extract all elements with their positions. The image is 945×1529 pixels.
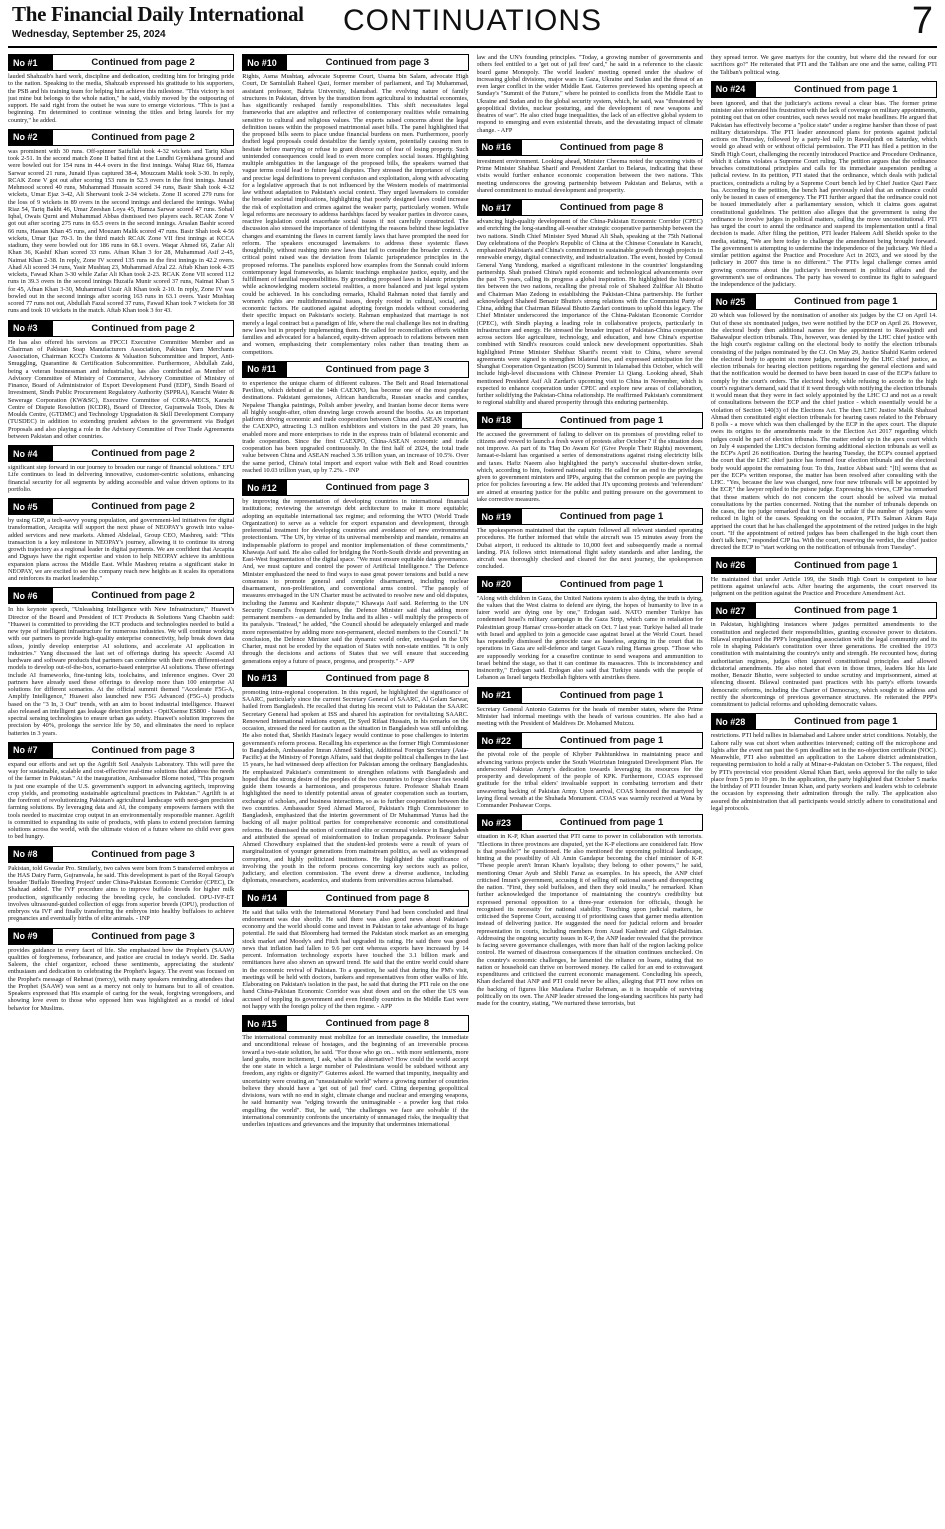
story-number: No #27	[712, 603, 756, 618]
story-header	[8, 742, 234, 759]
continuation-story	[8, 129, 234, 315]
continued-from-label: Continued from page 2	[91, 57, 195, 68]
continuation-story	[477, 814, 703, 1007]
continuation-story	[711, 602, 937, 708]
continuation-story	[477, 412, 703, 504]
story-header	[8, 928, 234, 945]
story-header	[8, 129, 234, 146]
continued-from-label: Continued from page 1	[794, 83, 898, 95]
continuation-story	[477, 687, 703, 728]
column-1	[8, 54, 234, 1528]
story-header	[711, 293, 937, 310]
continued-from-label: Continued from page 3	[325, 482, 430, 493]
story-number: No #16	[478, 140, 522, 155]
story-text: restrictions. PTI held rallies in Islamabad and Lahore under strict conditions. Notably, the Lahore rally was cut short when authorities intervened; cutting off the microphone and lights after the event ran past the 6 pm deadline set in the no-objection certificate (NOC). Meanwhile, PTI also submitted an application to the Lahore district administration, requesting permission to hold a rally at Minar-e-Pakistan on October 5. The request, filed by PTI's provincial vice president Akmal Khan Bari, seeks approval for the rally to take place from 5 pm to 10 pm. In the application, the party highlighted that October 5 marks the birthday of PTI founder Imran Khan, and party workers and leaders wish to celebrate the occasion by expressing their admiration through the rally. The application also assured the administration that all participants would strictly adhere to constitutional and legal protocols.	[710, 732, 937, 812]
story-number: No #23	[478, 815, 522, 830]
story-number: No #5	[9, 499, 53, 514]
story-number: No #1	[9, 55, 53, 70]
continued-from-label: Continued from page 8	[325, 672, 430, 684]
story-header	[711, 602, 937, 619]
continued-from-label: Continued from page 2	[91, 322, 195, 334]
column-4	[711, 54, 937, 1528]
story-header	[242, 890, 468, 907]
continuation-story	[477, 508, 703, 571]
continued-from-label: Continued from page 8	[559, 141, 664, 153]
story-number: No #28	[712, 714, 756, 729]
continuation-story	[711, 54, 937, 76]
masthead	[8, 0, 937, 48]
story-number: No #18	[478, 413, 522, 428]
story-text: investment environment. Looking ahead, Minister Cheema noted the upcoming visits of Prime Minister Shahbaz Sharif and President Zardari to Belarus, indicating that these visits would further enhance economic cooperation between the two nations. This meeting underscores the growing partnership between Pakistan and Belarus, with a shared commitment to mutual development and prosperity.	[476, 157, 703, 194]
continuation-story	[711, 557, 937, 598]
story-number: No #2	[9, 130, 53, 145]
page-number: 7	[911, 0, 933, 42]
story-number: No #3	[9, 321, 53, 336]
story-number: No #24	[712, 82, 756, 97]
story-text: to experience the unique charm of different cultures. The Belt and Road International Pavilion, which debuted at the 14th CAEXPO, has become one of the most popular destinations. Pakistani gemstones, African handicrafts, Russian snacks and candies, Nepalese Thangka paintings, Polish amber jewelry, and Iranian home decor items were all highly sought-after, often drawing large crowds around the booths. As an important platform driving economic and trade cooperation between China and ASEAN countries, the CAEXPO, attracting 1.3 million exhibitors and visitors in the past 20 years, has enabled more and more enterprises to ride in the express train of bilateral economic and trade cooperation. Since the first CAEXPO, China-ASEAN economic and trade cooperation has been upgraded continuously. In the first half of 2024, the total trade value between China and ASEAN reached 3.36 trillion yuan, an increase of 10.5%. Over the same period, China's total import and export value with Belt and Road countries reached 10.03 trillion yuan, up by 7.2%. - INP	[242, 379, 469, 474]
story-number: No #11	[243, 362, 287, 377]
continued-from-label: Continued from page 3	[91, 930, 195, 942]
continued-from-label: Continued from page 2	[91, 590, 195, 602]
story-text: He said that talks with the International Monetary Fund had been concluded and final endorsement was due shortly. He said there was also good news about Pakistan's economy and the world should come and invest in Pakistan to take advantage of its huge potential. He said that Bloomberg had termed the Pakistan stock market as an emerging stock market and Moody's and Fitch had upgraded its rating. He said there was good news that inflation had fallen to 9.6 per cent whereas exports have increased by 14 percent. Information technology exports have touched the 3.1 billion mark and remittances have also shown an upward trend. He said that the entire world could share in the economic revival of Pakistan. To a question, he said that during the PM's visit, meetings will be held with doctors, bankers and representatives from other walks of life. Elaborating on Pakistan's isolation in the past, he said that during the PTI rule on the one hand China-Pakistan Economic Corridor was shut down and on the other the US was accused of toppling its government and even friendly countries in the Middle East were not happy with the foreign policy of the then regime. - APP	[242, 908, 469, 1010]
story-number: No #22	[478, 733, 522, 748]
story-text: provides guidance in every facet of life. She emphasized how the Prophet's (SAAW) qualities of forgiveness, forbearance, and justice are crucial in today's world. Dr. Sadia Saleem, the chief organizer, echoed these sentiments, appreciating the students' enthusiasm and dedication to celebrating the Prophet's legacy. The event was focused on the Prophet's message of Rehmat (mercy), with many speakers reminding attendees that the Prophet (SAAW) was sent as a mercy not only to humans but to all of creation. Speakers expressed that His example of caring for the weak, forgiving wrongdoers, and showing love even to those who opposed him was highlighted as a model of ideal behavior for Muslims.	[8, 946, 235, 1012]
continued-from-label: Continued from page 3	[325, 363, 430, 375]
story-text: been ignored, and that the judiciary's actions reveal a clear bias. The former prime minister also reiterated his frustration with the lack of coverage on military appointments, pointing out that on other countries, such news would not make headlines. He argued that Pakistan has effectively become a "police state" under a regime harsher than those of past military dictatorships. The PTI leader announced plans for protests against judicial actions on Thursday, followed by a party-led rally in Rawalpindi on Saturday, which would go ahead with or without official permission. The PTI has filed a petition in the Sindh High Court, challenging the recently introduced Practice and Procedure Ordinance, which it claims violates a Supreme Court ruling. The petition argues that the ordinance breaches constitutional principles and calls for its immediate suspension pending a judicial review. In its petition, PTI stated that the ordinance, which deals with judicial practices, contradicts a ruling by a Supreme Court bench led by Chief Justice Qazi Faez Isa. According to the petition, the bench had previously ruled that an ordinance could only be issued in cases of emergency. The PTI further argued that the ordinance could not be issued immediately after a parliamentary session, which it claims goes against constitutional guidelines. The petition also alleges that the government is using the ordinance to involve judges in political matters, calling the move unconstitutional. PTI has urged the court to annul the ordinance and suspend its implementation until a final decision is made. After filing the petition, PTI leader Haleem Adil Sheikh spoke to the media, stating, "We are here today to challenge the amendment being brought forward. The government is attempting to undermine the independence of the judiciary. We filed a similar petition against the Practice and Procedure Act in 2023, and we stood by the judiciary in 2007 this time is no different." The PTI's legal challenge comes amid growing concerns about the judiciary's involvement in political affairs and the government's use of ordinances. The party has vowed to continue its fight to safeguard the independence of the judiciary.	[710, 99, 937, 288]
continuation-story	[8, 587, 234, 737]
story-header	[8, 498, 234, 515]
article-columns	[0, 48, 945, 1528]
story-header	[8, 846, 234, 863]
story-number: No #4	[9, 446, 53, 461]
story-text: Pakistan, told Gwadar Pro. Similarly, two calves were born from 5 transferred embryos at the HAS Dairy Farm, Gujranwala, he said. This development is part of the Royal Group's broader 'Buffalo Breeding Project' under China-Pakistan Economic Corridor (CPEC), Dr Shahzad added. The IVF procedure aims to improve buffalo breeds for higher milk production, significantly reducing the breeding cycle, he concluded. OPU-IVF-ET involves ultrasound-guided collection of eggs from superior breeds (OPU), production of embryos via IVF and finally transferring the embryos into healthy buffaloes to achieve pregnancies and eventually births of elite animals. - INP	[8, 864, 235, 923]
story-text: the pivotal role of the people of Khyber Pakhtunkhwa in maintaining peace and advancing various projects under the South Waziristan Integrated Development Plan. He underscored Pakistan Army's dedication towards leveraging its resources for the prosperity and development of the people of KPK. Furthermore, COAS expressed gratitude for the tribal elders' invaluable support in combating terrorism and their unwavering backing of Pakistan Army. Upon arrival, COAS honoured the martyred by laying floral wreath at the Shuhada Monument. COAS was warmly received at Wana by Commander Peshawar Corps.	[476, 751, 703, 809]
story-text: they spread terror. We gave martyrs for the country, but where did the reward for our sacrifices go?" He reiterated that PTI and the Taliban are one and the same, calling PTI the Taliban's political wing.	[710, 54, 937, 76]
story-text: expand our efforts and set up the Agrilift Soil Analysis Laboratory. This will pave the way for sustainable, scalable and cost-effective real-time solutions that address the needs of the farmer in Pakistan." At the inauguration, Ambassador Blome noted, "This program is just one example of the U.S. government's support in advancing agritech, improving crop yields, and promoting sustainable agricultural practices in Pakistan." Agrilift is at the forefront of revolutionizing Pakistan's agricultural landscape with next-gen precision farming solutions. By leveraging data and AI, the company empowers farmers with the tools needed to maximize crop output in an environmentally responsible manner. Agrilift is committed to expanding its suite of products, with plans to extend precision farming solutions across the world, with the ultimate vision of a future where no child ever goes to bed hungry.	[8, 760, 235, 841]
continued-from-label: Continued from page 1	[794, 605, 898, 617]
column-2	[242, 54, 468, 1528]
continuation-story	[242, 670, 468, 885]
story-text: lauded Shahzaib's hard work, discipline and dedication, crediting him for bringing pride to the nation. Speaking to the media, Shahzaib expressed his gratitude to his supporters, the PSB and his training team for helping him achieve this milestone. "This victory is not just mine but belongs to the whole nation," he said, visibly moved by the outpouring of support. He said right from the outset he was sure to emerge victorious. "This is just a beginning. I'm determined to continue winning the titles and bring laurels for my country," he added.	[8, 73, 235, 124]
story-header	[477, 139, 703, 156]
story-header	[8, 587, 234, 604]
story-header	[477, 576, 703, 593]
story-text: significant step forward in our journey to broaden our range of financial solutions." EFU Life continues to lead in delivering innovative, customer-centric solutions, enhancing financial security for all segments by adding accessible and value driven options to its portfolio.	[8, 464, 235, 493]
story-header	[242, 479, 468, 496]
continuation-story	[8, 445, 234, 493]
story-text: by using GDP, a tech-savvy young population, and government-led initiatives for digital transformation, Arcapita will support the next phase of NEOPAY's growth into value-added services and new markets. Ahmed Abdelaal, Group CEO, Mashreq, said: "This transaction is a key milestone in NEOPAY's journey, allowing it to continue its strong growth trajectory as a regional leader in digital payments. We are confident that Arcapita and Dgpays have the right expertise and vision to help NEOPAY achieve its ambitious expansion plans across the Middle East. While Mashreq retains a significant stake in NEOPAY, we are excited to see the company reach new heights as it scales its operations and reinforces its market leadership."	[8, 517, 235, 582]
continued-from-label: Continued from page 8	[325, 1018, 430, 1029]
story-header	[242, 361, 468, 378]
column-3	[477, 54, 703, 1528]
story-header	[711, 713, 937, 730]
story-number: No #20	[478, 577, 522, 592]
story-text: in Pakistan, highlighting instances where judges permitted amendments to the constitution and neglected their responsibilities, granting excessive power to dictators. Bilawal emphasized the PPP's longstanding association with the legal community and its role in shaping Pakistan's constitution over three generations. He credited the 1973 constitution with maintaining the country's unity and strength. He recounted how, during authoritarian regimes, judges often ignored constitutional principles and allowed dictatorial amendments. He also noted that even in those times, leaders like his late mother, Benazir Bhutto, were subjected to undue scrutiny and imprisonment, aimed at silencing dissent. Bilawal contrasted past practices with his party's efforts towards democratic reforms, including the Charter of Democracy, which sought to address and rectify the shortcomings of previous governance structures. He reiterated the PPP's commitment to judicial reforms and upholding democratic values.	[710, 621, 937, 708]
continuation-story	[8, 54, 234, 124]
continuation-story	[8, 320, 234, 441]
continuation-story	[477, 54, 703, 134]
continuation-story	[242, 361, 468, 474]
story-header	[242, 54, 468, 71]
continuation-story	[477, 139, 703, 194]
story-text: He accused the government of failing to deliver on its promises of providing relief to citizens and vowed to launch a fresh wave of protests after October 7 if the situation does not improve. As part of its 'Haq Do Awam Ko' (Give People Their Rights) movement, Jamaat-e-Islami has organised a series of demonstrations against rising electricity bills and taxes. Hafiz Naeem also highlighted the party's successful shutter-down strike, which, according to him, fostered national unity. He called for an end to the privileges given to government ministers and IPPs, arguing that the common people are paying the price for policies favouring a few. He added that JI's upcoming protests and 'referendum' are aimed at ensuring justice for the public and putting pressure on the government to take corrective measures.	[476, 430, 703, 503]
story-text: law and the UN's founding principles. "Today, a growing number of governments and others feel entitled to a 'get out of jail free' card," he said in a reference to the classic board game Monopoly. The world leaders' meeting opened under the shadow of increasing global divisions, major wars in Gaza, Ukraine and Sudan and the threat of an even larger conflict in the wider Middle East. Guterres previewed his opening speech at Sunday's "Summit of the Future," where he pointed to conflicts from the Middle East to Ukraine and Sudan and to the global security system, which, he said, was "threatened by geopolitical divides, nuclear posturing, and the development of new weapons and theatres of war". He also cited huge inequalities, the lack of an effective global system to respond to emerging and even existential threats, and the devastating impact of climate change. - AFP	[476, 54, 703, 134]
continuation-story	[242, 1015, 468, 1128]
continuation-story	[242, 890, 468, 1011]
story-header	[477, 732, 703, 749]
continued-from-label: Continued from page 1	[559, 414, 664, 426]
story-header	[242, 670, 468, 687]
story-header	[477, 199, 703, 216]
continued-from-label: Continued from page 1	[559, 578, 664, 590]
continued-from-label: Continued from page 1	[559, 689, 664, 701]
story-header	[711, 81, 937, 98]
story-number: No #8	[9, 847, 53, 862]
story-number: No #7	[9, 743, 53, 758]
continued-from-label: Continued from page 1	[559, 511, 664, 522]
story-number: No #26	[712, 558, 756, 573]
story-header	[8, 320, 234, 337]
story-text: "Along with children in Gaza, the United Nations system is also dying, the truth is dying, the values that the West claims to defend are dying, the hopes of humanity to live in a fairer world are dying one by one," Erdogan said. NATO member Turkiye has condemned Israel's military campaign in the Gaza Strip, which came in retaliation for Palestinian group Hamas' cross-border attack on Oct. 7 last year. Turkiye halted all trade with Israel and applied to join a genocide case against Israel at the World Court. Israel has repeatedly dismissed the genocide case as baseless, arguing in the court that its operations in Gaza are self-defence and target Gaza's ruling Hamas group. "Those who are supposedly working for a ceasefire continue to send weapons and ammunition to Israel behind the stage, so that it can continue its massacres. This is inconsistency and insincerity," Erdogan said. Erdogan also said that Turkiye stands with the people of Lebanon as Israel targets Hezbollah fighters with airstrikes there.	[476, 594, 703, 682]
continued-from-label: Continued from page 1	[794, 296, 898, 308]
continuation-story	[711, 713, 937, 812]
continuation-story	[711, 293, 937, 551]
story-header	[477, 412, 703, 429]
story-number: No #14	[243, 891, 287, 906]
story-text: was prominent with 30 runs. Off-spinner Saifullah took 4-32 wickets and Tariq Khan took 2-51. In the second match Zone II batted first at the Lundhi Gymkhana ground and were bowled out for 154 runs in 44.4 overs in the first innings. Wahaj Riaz 66, Hamza Sarwar scored 21 runs, Junaid Ilyas captured 38-4, Mouzzam Malik took 3-30. In reply, RCAK Zone V got out after scoring 153 runs in 52.3 overs in the first innings. Junaid Mehmood scored 40 runs, Muhammad Hussain scored 34 runs, Basir Shah took 4-32 wickets, Umar Ejaz 3-42, Ali Sherwani took 2-34 wickets. Zone II scored 279 runs for the loss of 9 wickets in 89 overs in the second innings and declared the innings. Wahaj Riaz 54, Tariq Bakht 46, Umar Zeeshan Loya 45, Hamza Sarwar scored 47 runs. Sohail Iqbal, Owais Qurni and Muhammad Abbas dismissed two players each. RCAK Zone V got out after scoring 275 runs in 65.5 overs in the second innings. Arsalan Bashir scored 66 runs, Hassan Khan 45 runs, and Mouzam Malik scored 47 runs. Basir Shah took 4-56 wickets, Umar Ijaz 70-3. In the third match RCAK Zone VII first innings at KCCA stadium, they were bowled out for 186 runs in 68.1 overs. Waqar Ahmed 66, Zafar Ali Khan 36, Kashif Khan scored 33 runs. Afnan Khan 3 for 28, Muhammad Asif 2-45, Naimat Khan 2-38. In reply, Zone IV scored 135 runs in the first innings in 42.2 overs. Ahad Ali scored 34 runs, Yasir Mushtaq 23, Muhammad Afzal 22. Aftab Khan took 4-35 wickets, Fawad Khan 3-30 while Zafar Ali Khan took 2-23. RCAK Zone VII scored 112 runs in 39.3 overs in the second innings Huzaifa Munir scored 37 runs, Naimat Khan 5 for 45, Afnan Khan 3-30, Muhammad Uzair Ali Khan took 2-10. In reply, Zone IV was bowled out in the second innings after scoring 163 runs in 63.1 overs. Yasir Mushtaq scored 77 runs not out, Abdullah Fazal scored 37 runs, Fawad Khan took 7 wickets for 38 runs and took 10 wickets in the match. Aftab Khan took 3 for 43.	[8, 147, 235, 315]
continued-from-label: Continued from page 1	[794, 559, 898, 571]
story-text: Secretary General Antonio Guterres for the heads of member states, where the Prime Minister had informal meetings with the heads of various countries. He also had a meeting with the President of Maldives Dr. Mohamed Muizzu.	[476, 705, 703, 727]
story-header	[477, 508, 703, 525]
continuation-story	[8, 498, 234, 582]
continuation-story	[242, 479, 468, 665]
paper-name: The Financial Daily International	[12, 2, 304, 26]
continued-from-label: Continued from page 2	[91, 448, 195, 459]
story-text: Rights, Asma Mushtaq, advocate Supreme Court, Usama bin Salam, advocate High Court, Dr Samiullah Raheel Qazi, former member of parliament, and Taj Muhammad, assistant professor, Bahria University, Islamabad. The evolving nature of family structures in Pakistan, driven by the transition from agricultural to industrial economies, has significantly reshaped family responsibilities. This shift necessitates legal frameworks that are adaptive and reflective of contemporary realities while remaining sensitive to cultural and religious values. The experts raised concerns about the legal definition issues within the proposed matrimonial asset bills. The panel highlighted that the proposed bills seem to place undue financial burdens on men. Furthermore, poorly drafted legal proposals could destabilize the family system, potentially causing men to hesitate before marrying or refuse to grant divorce out of fear of losing property. Such unintended consequences could lead to even more complex social issues. Highlighting multiple ambiguities in the language of the proposed bills, the speakers warned that vague terms could lead to future legal disputes. They stressed the importance of clarity and precise legal definitions to prevent confusion and exploitation, along with advocating for a legislative approach that is not influenced by the Western models of matrimonial law without adaptation to Pakistan's social context. They urged lawmakers to consider the broader societal implications, highlighting that poorly designed laws could increase the risk of exploitation and crimes against the weaker party, particularly women. While legal reforms are necessary to address hardships faced by weaker parties in divorce cases, reactive legislation could exacerbate social issues if not carefully constructed. The discussion also stressed the importance of identifying the reasons behind these legislative changes and examining the flaws in current family laws that have prompted the need for reform. The speakers encouraged lawmakers to address these systemic flaws thoughtfully, without rushing into new laws that fail to consider the broader context. A critical point raised was the deviation from Islamic jurisprudence principles in the proposed reforms. The panelists explored how examples from the Sunnah could inform contemporary legal frameworks, as Islamic teachings emphasize justice, equity, and the fulfillment of familial responsibilities. By grounding proposed laws in Islamic principles while acknowledging modern societal realities, a more balanced and just legal system could be achieved. In his concluding remarks, Khalid Rahman noted that family and women's rights are multidimensional issues, deeply rooted in cultural, social, and economic factors. He cautioned against adopting foreign models without considering their specific impact on Pakistan's society. Rahman emphasized that marriage is not merely a legal contract but a paradigm of life, where the real challenge lies not in drafting new laws but in properly implementing them. He called for reconciliation efforts within families and advocated for a balanced, equity-driven approach to relations between men and women, emphasizing their complementary roles rather than treating them as competitors.	[242, 73, 469, 356]
story-text: The spokesperson maintained that the captain followed all relevant standard operating procedures. He further informed that while the aircraft was 15 minutes away from the Dubai airport, it reduced its altitude to 10,000 feet and subsequently made a normal landing. PIA follows strict international flight safety standards and after landing, the aircraft was thoroughly checked and cleared for the next journey, the spokesperson concluded.	[476, 527, 703, 571]
publication-date: Wednesday, September 25, 2024	[12, 29, 166, 40]
continued-from-label: Continued from page 8	[325, 892, 430, 904]
continuation-story	[8, 846, 234, 923]
continued-from-label: Continued from page 1	[794, 716, 898, 728]
story-text: He has also offered his services as FPCCI Executive Committee Member and as Chairman of Pakistan Soap Manufacturers Association, Pakistan Yarn Merchants Association, Chairman KCCI's Customs & Valuation Subcommittee and Import, Anti-Smuggling, Quarantine & Certification Subcommittee. Furthermore, Abdullah Zaki, being a veteran businessman and industrialist, has also contributed as Member of Advisory Committee of Ministry of Commerce, Advisory Committee of Ministry of Finance, Board of Administrator of Export Development Fund (EDF), Sindh Board of Investment, Sindh Public Procurement Regulatory Authority (SPPRA), Karachi Water & Sewerage Corporation (KW&SC), Executive Committee of CORA-MECS, Karachi Centre of Dispute Resolution (KCDR), Board of Director, Gujranwala Tools, Dies & Moulds Centre, (GTDMC) and Technology Upgradation & Skill Development Company (TUSDEC) in addition to extending prudent advises to the government via Budget Proposals and also playing a role in the Advisory Committee of Free Trade Agreements between Pakistan and other countries.	[8, 338, 235, 440]
continuation-story	[711, 81, 937, 289]
continuation-story	[477, 576, 703, 682]
continued-from-label: Continued from page 2	[91, 131, 195, 143]
continuation-story	[242, 54, 468, 356]
continued-from-label: Continued from page 1	[559, 817, 664, 829]
story-header	[242, 1015, 468, 1032]
continued-from-label: Continued from page 3	[325, 57, 430, 68]
continued-from-label: Continued from page 3	[91, 744, 195, 756]
story-number: No #9	[9, 929, 53, 944]
story-text: promoting intra-regional cooperation. In this regard, he highlighted the significance of SAARC, particularly since the current Secretary General of SAARC, Al Golam Sarwar, hailed from Bangladesh. He recalled that during his recent visit to Pakistan the SAARC Secretary General had spoken at ISS and shared his aspiration for revitalizing SAARC. Renowned International relations expert, Dr Syed Rifaat Hussain, in his remarks on the occasion, stressed the need for caution as the situation in Bangladesh was still unfolding. He also noted that, Sheikh Hasina's legacy would continue to pose challenges to interim government's reform process. Recalling his experience as the former High Commissioner to Bangladesh, Ambassador Imran Ahmed Siddiqi, Additional Foreign Secretary (Asia-Pacific) at the Ministry of Foreign Affairs, said that despite political challenges in the last 15 years, he had witnessed deep affection for Pakistan among the ordinary Bangladeshis. He emphasized Pakistan's commitment to strengthen relations with Bangladesh and hoped that the strong desire of the peoples of the two countries to forge closer ties would guide them towards a harmonious, and prosperous future. Professor Shahab Enam highlighted the need to identify potential areas of greater cooperation such as tourism, exchange of scholars, and business interactions, so as to further cooperation between the two countries. Ambassador Syed Ahmad Maroof, Pakistan's High Commissioner to Bangladesh, emphasized that the interim government of Dr Muhammad Yunus had the backing of all major political parties for comprehensive economic and constitutional reforms. He dismissed the notion of continued elite or communal violence in Bangladesh and attributed the spread of misinformation to Indian propaganda. Professor Sabur Ahmed Chowdhury explained that the student-led protests were a result of years of marginalization of younger generations from mainstream politics, as well as widespread corruption, and highly politicized institutions. He highlighted the significance of involving the youth in the reform process concerning key sectors such as police, judiciary, and election commission. The event drew a diverse audience, including diplomats, researchers, academics, and students from universities across Islamabad.	[242, 688, 469, 885]
story-header	[711, 557, 937, 574]
story-text: advancing high-quality development of the China-Pakistan Economic Corridor (CPEC) and enriching the long-standing all-weather strategic cooperative partnership between the two nations. Sindh Chief Minister Syed Murad Ali Shah, speaking at the 75th National Day celebrations of the People's Republic of China at the Chinese Consulate in Karachi, emphasized Pakistan's and China's commitment to sustainable growth through projects in renewable energy, digital connectivity, and industrialization. The event, hosted by Consul General Yang Yundong, marked a significant milestone in the countries' longstanding partnership. Shah praised China's rapid economic and technological advancements over the past 75 years, calling its progress a global inspiration. He highlighted the historical ties between the two nations, recalling the pivotal role of Shaheed Zulfikar Ali Bhutto and Chairman Mao Zedong in establishing the Pakistan-China partnership. He further acknowledged Shaheed Benazir Bhutto's strong relations with the Communist Party of China, adding that Chairman Bilawal Bhutto Zardari continues to uphold this legacy. The Chief Minister underscored the importance of the China-Pakistan Economic Corridor (CPEC), with Sindh playing a leading role in collaborative projects, particularly in infrastructure and energy. He stressed the broader impact of Pakistan-China cooperation across sectors like agriculture, technology, and education, and how China's expertise combined with Sindh's resources could unlock new development opportunities. Shah highlighted Prime Minister Shehbaz Sharif's recent visit to China, where several agreements were signed to strengthen bilateral ties, and expressed anticipation for the Shanghai Cooperation Organization (SCO) Summit in Islamabad this October, which will include high-level discussions with Chinese Premier Li Qiang. Looking ahead, Shah mentioned President Asif Ali Zardari's upcoming visit to China in November, which is expected to enhance cooperation under CPEC and explore new areas of collaboration, further solidifying the Pakistan-China relationship. He reaffirmed Pakistan's commitment to regional stability and shared prosperity through this enduring partnership.	[476, 218, 703, 407]
story-header	[8, 445, 234, 462]
story-number: No #10	[243, 55, 287, 70]
story-number: No #12	[243, 480, 287, 495]
story-text: by improving the representation of developing countries in international financial institutions; reviewing the sovereign debt architecture to make it more equitable; adopting an equitable international tax regime; and reforming the WTO (World Trade Organization) to serve as a vehicle for export expansion and development, through preferential treatment for developing countries and avoidance of new environmental protectionism. "The UN, by virtue of its universal membership and mandate, remains an indispensable platform to propel and monitor implementation of these commitments," Khawaja Asif said. He also called for bridging the North-South divide and preventing an East-West fragmentation of the digital space. "We must ensure equitable data governance. And, we must capture and control the power of Artificial Intelligence." The Defence Minister emphasized the need to find ways to ease great power tensions and build a new consensus to promote general and complete disarmament, including nuclear disarmament, non-proliferation, and conventional arms control. "The panoply of measures envisaged in the UN Charter must be activated to resolve new and old disputes, including the Jammu and Kashmir dispute," Khawaja Asif said. Referring to the UN Security Council's frequent failures, the Defence Minister said that adding more permanent members - as demanded by India and its allies - will multiply the prospects of its paralysis. "Instead," he added, "the Council should be adequately enlarged and made more representative by adding more non-permanent, elected members to the Council." In conclusion, the Defence Minister said the dynamic world order, envisaged in the UN Charter, must not be eroded by the equation of States with non-state entities. "It is only through the decisions and actions of States that we will ensure that succeeding generations enjoy a future of peace, progress, and prosperity." - APP	[242, 498, 469, 665]
continuation-story	[477, 199, 703, 407]
continuation-story	[8, 742, 234, 841]
story-number: No #25	[712, 294, 756, 309]
story-text: 20 which was followed by the nomination of another six judges by the CJ on April 14. Out of these six nominated judges, two were notified by the ECP on April 26. However, the electoral body then additional names for the appointment to Rawalpindi and Bahawalpur election tribunals. This, however, was denied by the LHC chief justice with the high court's registrar calling on the electoral body to notify the election tribunals consisting of the judges nominated by the CJ. On May 29, Justice Shahid Karim ordered the electoral body to appoint six more judges, nominated by the LHC chief justice, as election tribunals for hearing election petitions regarding the general elections and said that the notification would be deemed to have been issued in case of the ECP's failure to comply by the court's orders. The electoral body, while refusing to accede to the high court's registrar's demand, said that if it went through with notifying the election tribunals it would mean that they were in fact solely appointed by the LHC CJ and not as a result of consultations between the ECP and the chief justice - which essentially would be a violation of Section 140(3) of the Elections Act. The then LHC Justice Malik Shahzad Ahmad then constituted eight election tribunals for hearing cases related to the February 8 polls - a move which was then challenged by the ECP in the apex court. The dispute owes its origins to the amendments made to the Election Act 2017 regarding which judges could be part of election tribunals. The matter ended up in the apex court which on July 4 suspended the LHC's decision forming additional election tribunals as well as the ECP's April 26 notification. During the hearing Tuesday, the ECP's counsel apprised the court that the LHC chief justice has formed four election tribunals and the electoral body would appoint the remaining four. To this, Justice Abbasi said: "[It] seems that as per the ECP's written response, the matter has been resolved after consulting with the LHC. "Yes, because the law was changed, now four new tribunals will be appointed by the ECP," the lawyer replied to the puisne judge. Expressing his views, CJP Isa remarked that those matters which do not concern the court should be solved via mutual consultations by the parties concerned. Noting that the number of tribunals depends on the cases, the top judge remarked that it would be unfair if the number of judges were reduced in light of the cases. Speaking on the occasion, PTI's Salman Akram Raja apprised the court that he has challenged the appointment of the retired judges in the high court. "If the appointment of retired judges has been challenged in the high court then don't talk here," responded CJP Isa. With the court, reserving the verdict, the chief justice directed the ECP to "start working on the notification of tribunals from Tuesday".	[710, 312, 937, 552]
story-number: No #21	[478, 688, 522, 703]
continuation-story	[477, 732, 703, 809]
continued-from-label: Continued from page 3	[91, 848, 195, 860]
story-number: No #17	[478, 200, 522, 215]
story-text: In his keynote speech, "Unleashing Intelligence with New Infrastructure," Huawei's Director of the Board and President of ICT Products & Solutions Yang Chaobin said: "Huawei is committed to providing the ICT products and technologies needed to build a new type of intelligent infrastructure for numerous industries. We will continue working with our partners to provide high-quality enterprise connectivity, help break down data siloes, jointly develop enterprise AI solutions, and accelerate AI application in industries." Yang discussed the last set of offerings during his speech: Ascend AI hardware and software products that partners can combine with their own different-sized models to develop out-of-the-box, scenario-based enterprise AI solutions. These offerings include AI frameworks, fine-tuning kits, toolchains, and inference engines. Over 20 partners have already used these offerings to develop more than 100 enterprise AI solutions for different scenarios. At the official summit themed "Accelerate F5G-A, Amplify Intelligence," Huawei also launched new F5G Advanced (F5G-A) products based on the "3 In, 3 Out" trends, with an aim to boost industrial intelligence. Huawei also released an intelligent gas leakage detection product - OptiXsense ES800 - based on spectral sensing technologies to ensure urban gas safety. Huawei's solution improves the precision by 40%, prolongs the service life by 50, and eliminates the need to replace batteries in 3 years.	[8, 606, 235, 737]
story-header	[8, 54, 234, 71]
story-number: No #19	[478, 509, 522, 524]
story-number: No #6	[9, 588, 53, 603]
story-header	[477, 814, 703, 831]
continued-from-label: Continued from page 1	[559, 735, 664, 747]
story-text: situation in K-P, Khan asserted that PTI came to power in collaboration with terrorists. "Elections in three provinces are disputed, yet the K-P elections are considered fair. How is that possible?" he questioned. He also mentioned the upcoming political landscape, hinting at the possibility of Ali Amin Gandapur becoming the chief minister of K-P. "These people aren't Imran Khan's loyalists; they belong to other powers," he said, mentioning Omar Ayub and Shibli Faraz as examples. In his speech, the ANP chief criticised Imran's government, accusing it of selling off national assets and disrespecting the nation. "First, they sold buffaloes, and then they sold insults," he remarked. Khan further acknowledged the importance of maintaining the country's credibility but expressed personal opposition to a three-year extension for officials, though he recognised its necessity for national stability. Touching upon judicial matters, he criticised the Supreme Court, accusing it of prioritising cases that garner media attention instead of delivering justice. He suggested the need for judicial reform and broader representation in courts, including members from Azad Kashmir and Gilgit-Baltistan. Addressing the ongoing security issues in K-P, the ANP leader revealed that the province is facing severe governance challenges, with more than half of the region lacking police control. He warned of disastrous consequences if the situation continues unchecked. On the country's economic challenges, he lamented the reliance on loans, stating that no nation or household can thrive on borrowed money. He called for an end to extravagant expenditures and criticised the current economic management. Concluding his speech, Khan declared that ANP and PTI could never be allies, alleging that PTI now relies on the backing of figures like Maulana Fazlur Rehman, as it is incapable of surviving politically on its own. The ANP leader stressed the long-standing sacrifices his party had made for the country, stating, "We nurtured these terrorists, but	[476, 833, 703, 1007]
story-number: No #15	[243, 1016, 287, 1031]
continuation-story	[8, 928, 234, 1012]
story-number: No #13	[243, 671, 287, 686]
section-title: CONTINUATIONS	[342, 4, 603, 37]
story-text: He maintained that under Article 199, the Sindh High Court is competent to hear petitions against unlawful acts. After hearing the arguments, the court reserved its judgment on the petition against the Practice and Procedure Amendment Act.	[710, 575, 937, 597]
story-header	[477, 687, 703, 704]
continued-from-label: Continued from page 8	[559, 202, 664, 213]
story-text: The international community must mobilize for an immediate ceasefire, the immediate and unconditional release of hostages, and the beginning of an irreversible process toward a two-state solution, he said. "For those who go on... with more settlements, more land grabs, more incitement, I ask, what is the alternative? How could the world accept the one state in which a large number of Palestinians would be subdued without any freedom, any rights or dignity?" Guterres asked. He warned that impunity, inequality and uncertainty were creating an "unsustainable world" where a growing number of countries believe they should have a 'get out of jail free' card. Citing deepening geopolitical divisions, wars with no end in sight, climate change and nuclear and emerging weapons, he said humanity was "edging towards the unimaginable - a powder keg that risks engulfing the world". But, he said, "the challenges we face are solvable if the international community confronts the uncertainty of unmanaged risks, the inequality that underlies injustices and grievances and the impunity that undermines international	[242, 1034, 469, 1128]
continued-from-label: Continued from page 2	[91, 501, 195, 512]
